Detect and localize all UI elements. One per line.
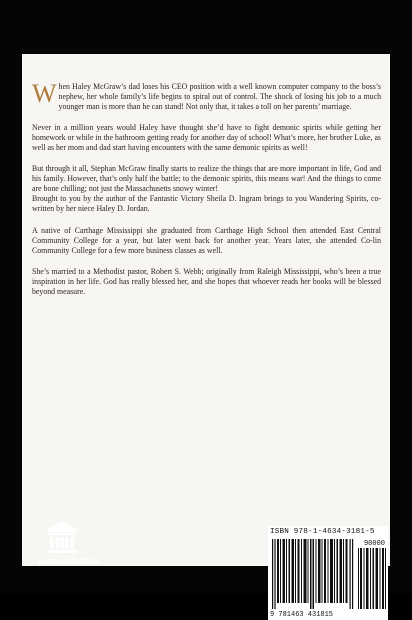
isbn-label: ISBN 978-1-4634-3181-5 <box>270 528 375 536</box>
description-paragraph-4: Brought to you by the author of the Fantastic Victory Sheila D. Ingram brings to you Wandering Spirits, co-written by her niece Haley D. Jordan. <box>32 194 381 214</box>
back-cover-panel <box>22 54 390 619</box>
barcode-bars <box>272 539 354 609</box>
publisher-name: authorHOUSE® <box>38 556 101 566</box>
barcode-digits: 9 781463 431815 <box>270 611 334 619</box>
blurb-text <box>32 79 381 308</box>
barcode-addon-bars <box>358 548 386 609</box>
isbn-barcode <box>268 526 388 620</box>
description-paragraph-2: Never in a million years would Haley have thought she’d have to fight demonic spirits while getting her homework or while in the bathroom getting ready for another day of school! What’s more, her brother Luke, as well as her mom and dad start having encounters with the same demonic spirits as well! <box>32 123 381 153</box>
drop-cap: W <box>32 79 57 108</box>
author-bio-paragraph-2: She’s married to a Methodist pastor, Robert S. Webb; originally from Raleigh Mississippi, who’s been a true inspiration in her life. God has really blessed her, and she hopes that whoever reads her books will be blessed beyond measure. <box>32 266 381 296</box>
book-stack-icon <box>44 520 80 554</box>
description-paragraph-3: But through it all, Stephan McGraw finally starts to realize the things that are more important in life, God and his family. However, that’s only half the battle; to the demonic spirits, this means war! And the things to come are bone chilling; not just the Massachusetts snowy winter! <box>32 164 381 194</box>
description-paragraph-1 <box>32 79 381 112</box>
description-paragraph-1-text: hen Haley McGraw’s dad loses his CEO position with a well known computer company to the boss’s nephew, her whole family’s life begins to spiral out of control. The shock of losing his job to a much younger man is more than he can stand! Not only that, it takes a toll on her parents’ marriage. <box>58 82 381 112</box>
barcode-addon-number: 90000 <box>363 540 385 548</box>
publisher-logo <box>34 520 124 570</box>
author-bio-paragraph-1: A native of Carthage Mississippi she graduated from Carthage High School then attended East Central Community College for a year, but later went back for another year. Years later, she attended Co-lin Community College for a few more business classes as well. <box>32 225 381 255</box>
